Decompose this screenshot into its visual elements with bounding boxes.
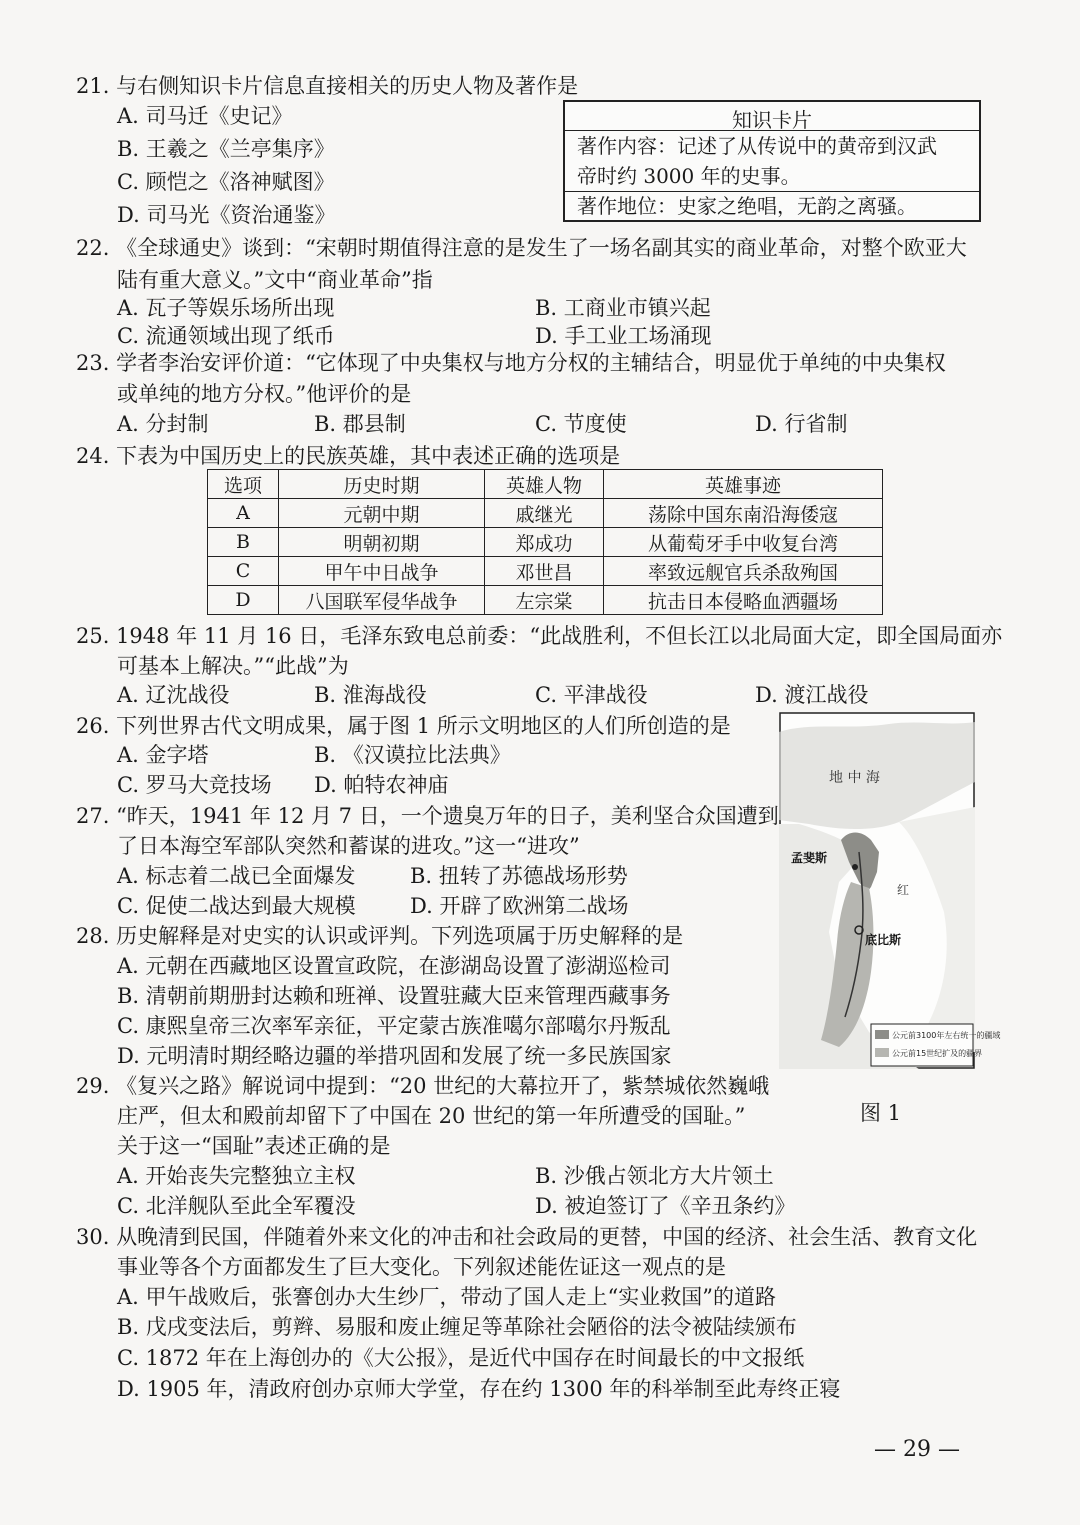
- q28-option-b: B. 清朝前期册封达赖和班禅、设置驻藏大臣来管理西藏事务: [117, 984, 671, 1008]
- header-cell: 历史时期: [279, 470, 485, 499]
- table-cell: 郑成功: [485, 528, 604, 557]
- header-cell: 英雄人物: [485, 470, 604, 499]
- q23-option-c: C. 节度使: [535, 412, 627, 436]
- table-cell: 荡除中国东南沿海倭寇: [604, 499, 883, 528]
- question-25-stem-line2: 可基本上解决。”“此战”为: [117, 654, 349, 678]
- memphis-marker: [852, 864, 858, 870]
- question-30-stem-line1: 30. 从晚清到民国，伴随着外来文化的冲击和社会政局的更替，中国的经济、社会生活、教育文化: [76, 1225, 978, 1249]
- q26-option-a: A. 金字塔: [117, 743, 209, 767]
- question-26-stem: 26. 下列世界古代文明成果，属于图 1 所示文明地区的人们所创造的是: [76, 714, 731, 738]
- table-cell: 率致远舰官兵杀敌殉国: [604, 557, 883, 586]
- table-cell: D: [208, 586, 279, 615]
- q30-option-c: C. 1872 年在上海创办的《大公报》，是近代中国存在时间最长的中文报纸: [117, 1346, 805, 1370]
- table-cell: 甲午中日战争: [279, 557, 485, 586]
- knowledge-card-title: 知识卡片: [732, 108, 812, 132]
- question-23-stem-line1: 23. 学者李治安评价道：“它体现了中央集权与地方分权的主辅结合，明显优于单纯的中央集权: [76, 351, 946, 375]
- q25-option-c: C. 平津战役: [535, 683, 648, 707]
- q23-option-b: B. 郡县制: [314, 412, 406, 436]
- q29-option-d: D. 被迫签订了《辛丑条约》: [535, 1194, 796, 1218]
- q26-option-c: C. 罗马大竞技场: [117, 773, 272, 797]
- table-cell: 抗击日本侵略血洒疆场: [604, 586, 883, 615]
- q29-option-a: A. 开始丧失完整独立主权: [117, 1164, 356, 1188]
- q26-option-b: B. 《汉谟拉比法典》: [314, 743, 511, 767]
- table-cell: 左宗棠: [485, 586, 604, 615]
- table-cell: C: [208, 557, 279, 586]
- q30-option-d: D. 1905 年，清政府创办京师大学堂，存在约 1300 年的科举制至此寿终正寝: [117, 1377, 841, 1401]
- knowledge-card: [563, 100, 981, 222]
- header-cell: 选项: [208, 470, 279, 499]
- thebes-label: 底比斯: [865, 933, 902, 947]
- q21-option-b: B. 王羲之《兰亭集序》: [117, 137, 335, 161]
- q22-option-b: B. 工商业市镇兴起: [535, 296, 711, 320]
- question-29-stem-line1: 29. 《复兴之路》解说词中提到：“20 世纪的大幕拉开了，紫禁城依然巍峨: [76, 1074, 770, 1098]
- table-cell: A: [208, 499, 279, 528]
- q25-option-d: D. 渡江战役: [755, 683, 869, 707]
- question-28-stem: 28. 历史解释是对史实的认识或评判。下列选项属于历史解释的是: [76, 924, 684, 948]
- card-content-line1: 著作内容：记述了从传说中的黄帝到汉武: [577, 134, 937, 158]
- table-cell: B: [208, 528, 279, 557]
- table-cell: 从葡萄牙手中收复台湾: [604, 528, 883, 557]
- mediterranean-sea-label: 地 中 海: [829, 770, 880, 786]
- question-22-stem-line1: 22. 《全球通史》谈到：“宋朝时期值得注意的是发生了一场名副其实的商业革命，对整个欧亚大: [76, 236, 967, 260]
- page-number: — 29 —: [874, 1437, 960, 1462]
- figure-1-map: [779, 712, 1001, 1069]
- knowledge-card-status: 著作地位：史家之绝唱，无韵之离骚。: [565, 191, 979, 220]
- q29-option-b: B. 沙俄占领北方大片领土: [535, 1164, 774, 1188]
- legend-swatch-3100bc: [875, 1030, 889, 1039]
- q28-option-a: A. 元朝在西藏地区设置宣政院，在澎湖岛设置了澎湖巡检司: [117, 954, 671, 978]
- question-23-stem-line2: 或单纯的地方分权。”他评价的是: [117, 382, 412, 406]
- question-27-stem-line1: 27. “昨天，1941 年 12 月 7 日，一个遗臭万年的日子，美利坚合众国遭到: [76, 804, 779, 828]
- knowledge-card-content: [565, 130, 979, 191]
- question-29-stem-line2: 庄严，但太和殿前却留下了中国在 20 世纪的第一年所遭受的国耻。”: [117, 1104, 746, 1128]
- q22-option-c: C. 流通领域出现了纸币: [117, 324, 335, 348]
- question-27-stem-line2: 了日本海空军部队突然和蓄谋的进攻。”这一“进攻”: [117, 834, 580, 858]
- question-24-stem: 24. 下表为中国历史上的民族英雄，其中表述正确的选项是: [76, 444, 621, 468]
- table-row: [208, 557, 883, 586]
- q28-option-c: C. 康熙皇帝三次率军亲征，平定蒙古族准噶尔部噶尔丹叛乱: [117, 1014, 671, 1038]
- legend-label-3100bc: 公元前3100年左右统一的疆域: [892, 1031, 1001, 1040]
- legend-swatch-15th-century: [875, 1048, 889, 1057]
- figure-1-caption: 图 1: [860, 1101, 902, 1125]
- legend-label-15th-century: 公元前15世纪扩及的疆界: [892, 1049, 983, 1058]
- heroes-table: [207, 469, 883, 615]
- table-cell: 八国联军侵华战争: [279, 586, 485, 615]
- q29-option-c: C. 北洋舰队至此全军覆没: [117, 1194, 356, 1218]
- q28-option-d: D. 元明清时期经略边疆的举措巩固和发展了统一多民族国家: [117, 1044, 672, 1068]
- q27-option-b: B. 扭转了苏德战场形势: [410, 864, 628, 888]
- table-cell: 邓世昌: [485, 557, 604, 586]
- q30-option-a: A. 甲午战败后，张謇创办大生纱厂，带动了国人走上“实业救国”的道路: [117, 1285, 776, 1309]
- q21-option-d: D. 司马光《资治通鉴》: [117, 203, 336, 227]
- question-29-stem-line3: 关于这一“国耻”表述正确的是: [117, 1134, 391, 1158]
- table-cell: 明朝初期: [279, 528, 485, 557]
- question-30-stem-line2: 事业等各个方面都发生了巨大变化。下列叙述能佐证这一观点的是: [117, 1255, 726, 1279]
- question-22-stem-line2: 陆有重大意义。”文中“商业革命”指: [117, 268, 433, 292]
- q27-option-a: A. 标志着二战已全面爆发: [117, 864, 356, 888]
- q22-option-d: D. 手工业工场涌现: [535, 324, 712, 348]
- card-content-line2: 帝时约 3000 年的史事。: [577, 164, 801, 188]
- question-21-stem: 21. 与右侧知识卡片信息直接相关的历史人物及著作是: [76, 74, 579, 98]
- red-sea-label: 红: [897, 883, 910, 897]
- q25-option-a: A. 辽沈战役: [117, 683, 230, 707]
- q27-option-c: C. 促使二战达到最大规模: [117, 894, 356, 918]
- q23-option-a: A. 分封制: [117, 412, 209, 436]
- header-cell: 英雄事迹: [604, 470, 883, 499]
- table-cell: 戚继光: [485, 499, 604, 528]
- q23-option-d: D. 行省制: [755, 412, 848, 436]
- q25-option-b: B. 淮海战役: [314, 683, 427, 707]
- q22-option-a: A. 瓦子等娱乐场所出现: [117, 296, 335, 320]
- q26-option-d: D. 帕特农神庙: [314, 773, 449, 797]
- table-row: [208, 528, 883, 557]
- q30-option-b: B. 戊戌变法后，剪辫、易服和废止缠足等革除社会陋俗的法令被陆续颁布: [117, 1315, 797, 1339]
- table-row: [208, 499, 883, 528]
- q21-option-c: C. 顾恺之《洛神赋图》: [117, 170, 335, 194]
- q21-option-a: A. 司马迁《史记》: [117, 104, 293, 128]
- table-header-row: [208, 470, 883, 499]
- question-25-stem-line1: 25. 1948 年 11 月 16 日，毛泽东致电总前委：“此战胜利，不但长江以北局面大定，即全国局面亦: [76, 624, 1003, 648]
- table-cell: 元朝中期: [279, 499, 485, 528]
- q27-option-d: D. 开辟了欧洲第二战场: [410, 894, 629, 918]
- memphis-label: 孟斐斯: [791, 851, 828, 865]
- table-row: [208, 586, 883, 615]
